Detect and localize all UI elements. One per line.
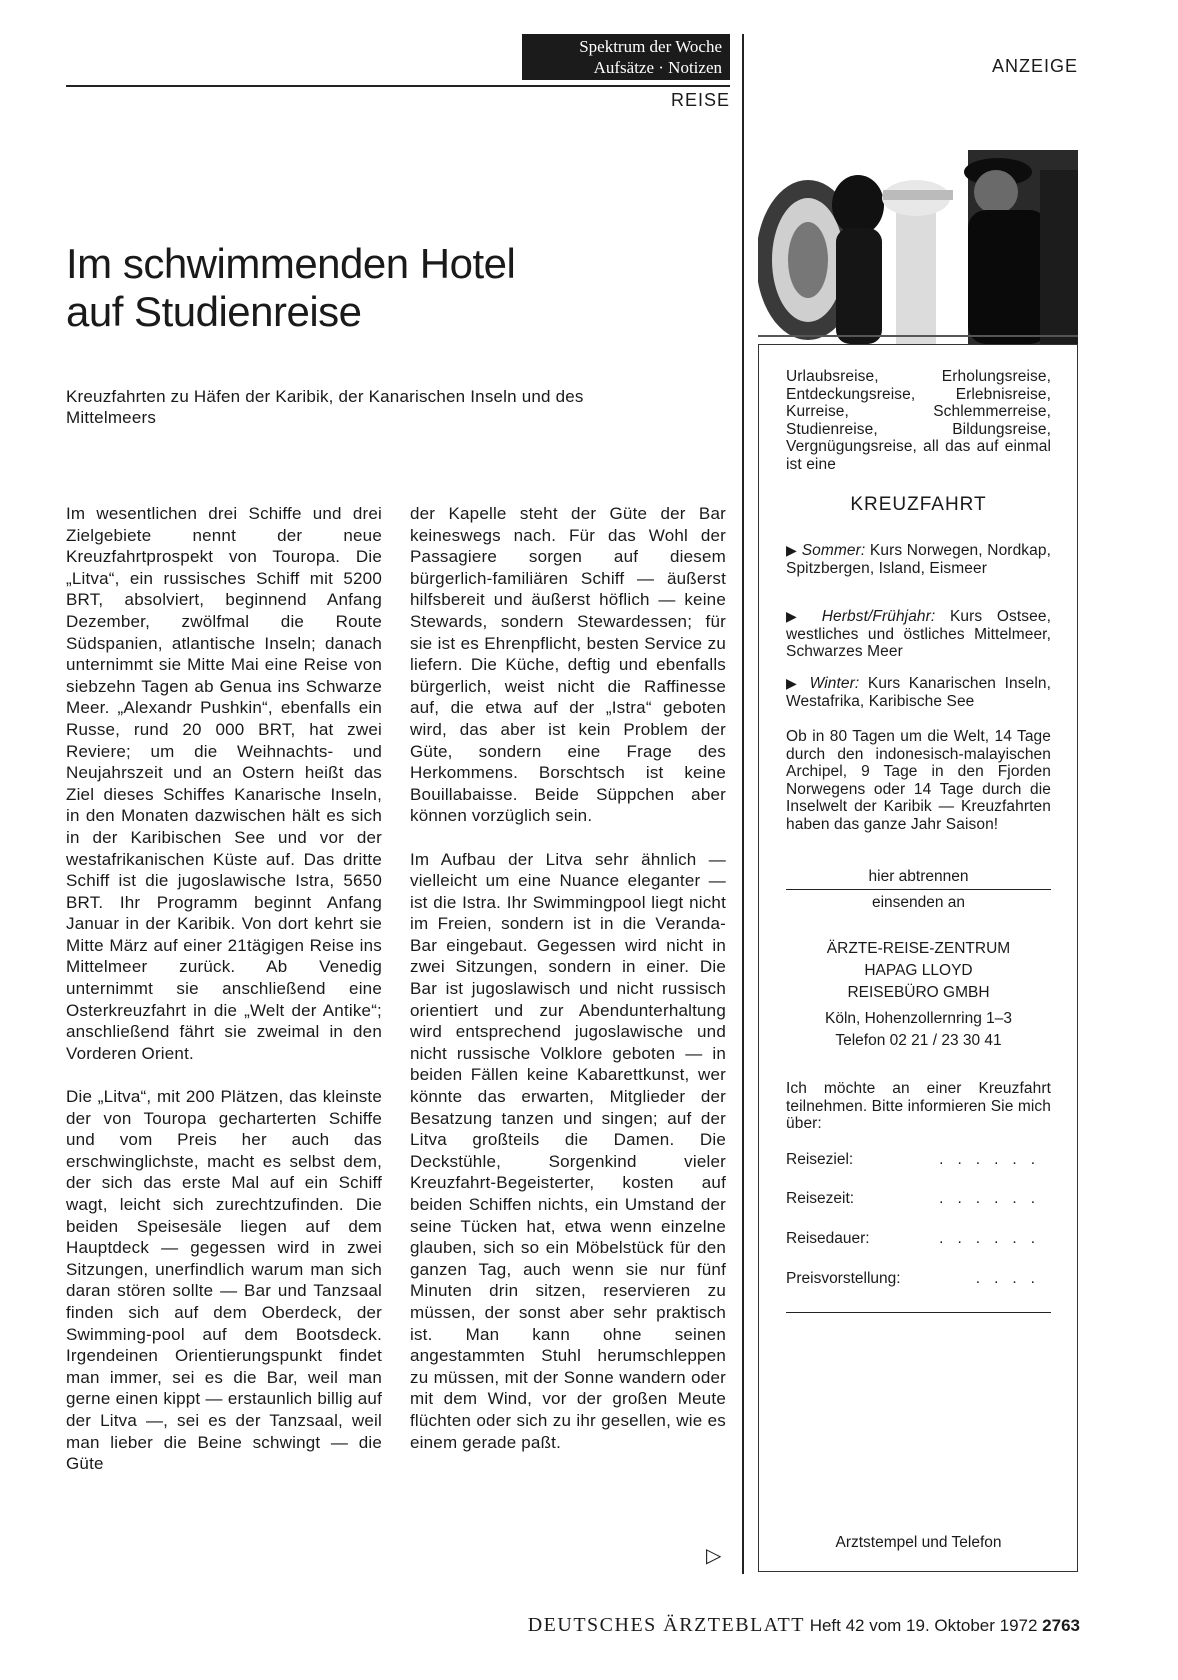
cut-here-label: hier abtrennen — [868, 868, 969, 885]
field-label: Reisezeit: — [786, 1190, 855, 1207]
article-subtitle: Kreuzfahrten zu Häfen der Karibik, der Kanarischen Inseln und des Mittelmeers — [66, 387, 584, 427]
form-field-duration[interactable] — [786, 1230, 1051, 1248]
paragraph: Im wesentlichen drei Schiffe und drei Zielgebiete nennt der neue Kreuzfahrtprospekt von Touropa. Die „Litva“, ein russisches Schiff mit 5200 BRT, absolviert, beginnend Anfang Dezember, zwölfmal die Route Südspanien, atlantische Inseln; danach unternimmt sie Mitte Mai eine Reise von siebzehn Tagen ab Genua ins Schwarze Meer. „Alexandr Pushkin“, ebenfalls ein Russe, rund 20 000 BRT, hat zwei Reviere; um die Weihnachts- und Neujahrszeit und an Ostern heißt das Ziel dieses Schiffes Kanarische Inseln, in den Monaten dazwischen hält es sich in der Karibischen See und vor der westafrikanischen Küste auf. Das dritte Schiff ist die jugoslawische Istra, 5650 BRT. Ihr Programm beginnt Anfang Januar in der Karibik. Von dort kehrt sie Mitte März auf einer 21tägigen Reise ins Mittelmeer zurück. Ab Venedig unternimmt sie anschließend eine Osterkreuzfahrt in die „Welt der Antike“; anschließend fährt sie zweimal in den Vorderen Orient. — [66, 504, 382, 1063]
form-rule — [786, 1312, 1051, 1313]
page-footer — [428, 1614, 1080, 1637]
season-label: Winter: — [809, 675, 860, 692]
paragraph: Die „Litva“, mit 200 Plätzen, das kleinste der von Touropa gecharterten Schiffe und vom Preis her auch das erschwinglichste, macht es selbst dem, der sich das erste Mal auf ein Schiff wagt, leicht sich zurechtzufinden. Die beiden Speisesäle liegen auf dem Hauptdeck — gegessen wird in zwei Sitzungen, unerfindlich warum man sich daran stören sollte — Bar und Tanzsaal finden sich auf dem Oberdeck, der Swimming-pool auf dem Bootsdeck. Irgendeinen Orientierungspunkt findet man immer, sei es die Bar, weil man gerne einen kippt — erstaunlich billig auf der Litva —, sei es der Tanzsaal, weil man lieber die Beine schwingt — die Güte — [66, 1087, 382, 1474]
field-label: Preisvorstellung: — [786, 1270, 901, 1287]
ad-paragraph: Ob in 80 Tagen um die Welt, 14 Tage durch den indonesisch-malayischen Archipel, 9 Tage in den Fjorden Norwegens oder 14 Tage durch die Inselwelt der Karibik — Kreuzfahrten haben das ganze Jahr Saison! — [786, 728, 1051, 833]
send-to-label: einsenden an — [871, 894, 966, 911]
page-number: 2763 — [1042, 1616, 1080, 1635]
ad-intro: Urlaubsreise, Erholungsreise, Entdeckungsreise, Erlebnisreise, Kurreise, Schlemmerreise, Studienreise, Bildungsreise, Vergnügungsreise, all das auf einmal ist eine — [786, 368, 1051, 473]
paragraph: der Kapelle steht der Güte der Bar keineswegs nach. Für das Wohl der Passagiere sorgen auf diesem bürgerlich-familiären Schiff — äußerst hilfsbereit und äußerst höflich — keine Stewards, sondern Stewardessen; für sie ist es Ehrenpflicht, besten Service zu liefern. Die Küche, deftig und ebenfalls bürgerlich, weist nicht die Raffinesse auf, die etwa auf der „Istra“ geboten wird, das aber ist kein Problem der Güte, sondern eine Frage des Herkommens. Borschtsch ist keine Bouillabaisse. Beide Süppchen aber können vorzüglich sein. — [410, 504, 726, 826]
section-label-line2: Aufsätze · Notizen — [593, 58, 722, 77]
org-name-line: REISEBÜRO GMBH — [847, 984, 990, 1001]
section-label-line1: Spektrum der Woche — [579, 37, 722, 56]
season-label: Sommer: — [801, 542, 866, 559]
section-label-box — [522, 34, 730, 80]
issue-info: Heft 42 vom 19. Oktober 1972 — [809, 1616, 1038, 1635]
season-label: Herbst/Frühjahr: — [821, 608, 936, 625]
column-divider — [742, 34, 744, 1574]
destination-text: Kurs Kanarischen Inseln, Westafrika, Karibische See — [786, 675, 1051, 710]
header-rule — [66, 85, 730, 87]
bullet-icon: ▶ — [786, 675, 802, 691]
org-name-line: ÄRZTE-REISE-ZENTRUM — [826, 940, 1011, 957]
field-label: Reisedauer: — [786, 1230, 870, 1247]
paragraph: Im Aufbau der Litva sehr ähnlich — vielleicht um eine Nuance eleganter — ist die Istra. Ihr Swimmingpool liegt nicht im Freien, sondern ist in die Veranda-Bar eingebaut. Gegessen wird nicht in zwei Sitzungen, sondern in einer. Die Bar ist jugoslawisch und nicht russisch orientiert und zur Abendunterhaltung wird entsprechend jugoslawische und nicht russische Volklore geboten — in beiden Fällen keine Kabarettkunst, wer könnte das erwarten, Mitglieder der Besatzung tanzen und singen; auf der Litva großteils die Damen. Die Deckstühle, Sorgenkind vieler Kreuzfahrt-Begeisterter, kosten auf beiden Schiffen nichts, ein Umstand der seine Tücken hat, etwa wenn einzelne glauben, sich so ein Möbelstück für den ganzen Tag, auch wenn sie nur fünf Minuten drin sitzen, reservieren zu müssen, der sonst aber sehr praktisch ist. Man kann ohne seinen angestammten Stuhl herumschleppen zu müssen, mit der Sonne wandern oder mit dem Wind, vor der großen Meute flüchten oder sich zu ihr gesellen, wie es einem gerade paßt. — [410, 849, 726, 1452]
publication-name: DEUTSCHES ÄRZTEBLATT — [527, 1614, 805, 1636]
field-dots: ...... — [939, 1230, 1049, 1247]
destination-winter — [786, 675, 1051, 710]
article-column-left — [66, 503, 382, 1475]
continue-arrow-icon: ▷ — [706, 1545, 722, 1567]
form-field-destination[interactable] — [786, 1151, 1051, 1169]
org-name-line: HAPAG LLOYD — [864, 962, 973, 979]
bullet-icon: ▶ — [786, 608, 808, 624]
cut-line — [786, 889, 1051, 890]
street-address: Köln, Hohenzollernring 1–3 — [825, 1010, 1012, 1027]
ad-label: ANZEIGE — [991, 56, 1078, 76]
ad-heading: KREUZFAHRT — [850, 494, 987, 515]
form-field-travel-time[interactable] — [786, 1190, 1051, 1208]
destination-summer — [786, 542, 1051, 577]
destination-text: Kurs Ostsee, westliches und östliches Mittelmeer, Schwarzes Meer — [786, 608, 1051, 661]
title-line-2: auf Studienreise — [66, 288, 362, 335]
cruise-photo — [758, 150, 1078, 344]
destination-autumn-spring — [786, 608, 1051, 661]
category-label: REISE — [670, 90, 730, 110]
field-label: Reiseziel: — [786, 1151, 854, 1168]
title-line-1: Im schwimmenden Hotel — [66, 240, 516, 287]
stamp-label: Arztstempel und Telefon — [835, 1534, 1002, 1551]
field-dots: .... — [975, 1270, 1049, 1287]
bullet-icon: ▶ — [786, 542, 798, 558]
form-field-price[interactable] — [786, 1270, 1051, 1288]
request-text: Ich möchte an einer Kreuzfahrt teilnehmen. Bitte informieren Sie mich über: — [786, 1080, 1051, 1133]
field-dots: ...... — [939, 1151, 1049, 1168]
field-dots: ...... — [939, 1190, 1049, 1207]
article-title — [66, 240, 706, 336]
phone-number: Telefon 02 21 / 23 30 41 — [835, 1032, 1002, 1049]
organization-address — [786, 938, 1051, 1004]
article-column-right — [410, 503, 726, 1453]
contact-block — [786, 1008, 1051, 1052]
destination-text: Kurs Norwegen, Nordkap, Spitzbergen, Island, Eismeer — [786, 542, 1051, 577]
